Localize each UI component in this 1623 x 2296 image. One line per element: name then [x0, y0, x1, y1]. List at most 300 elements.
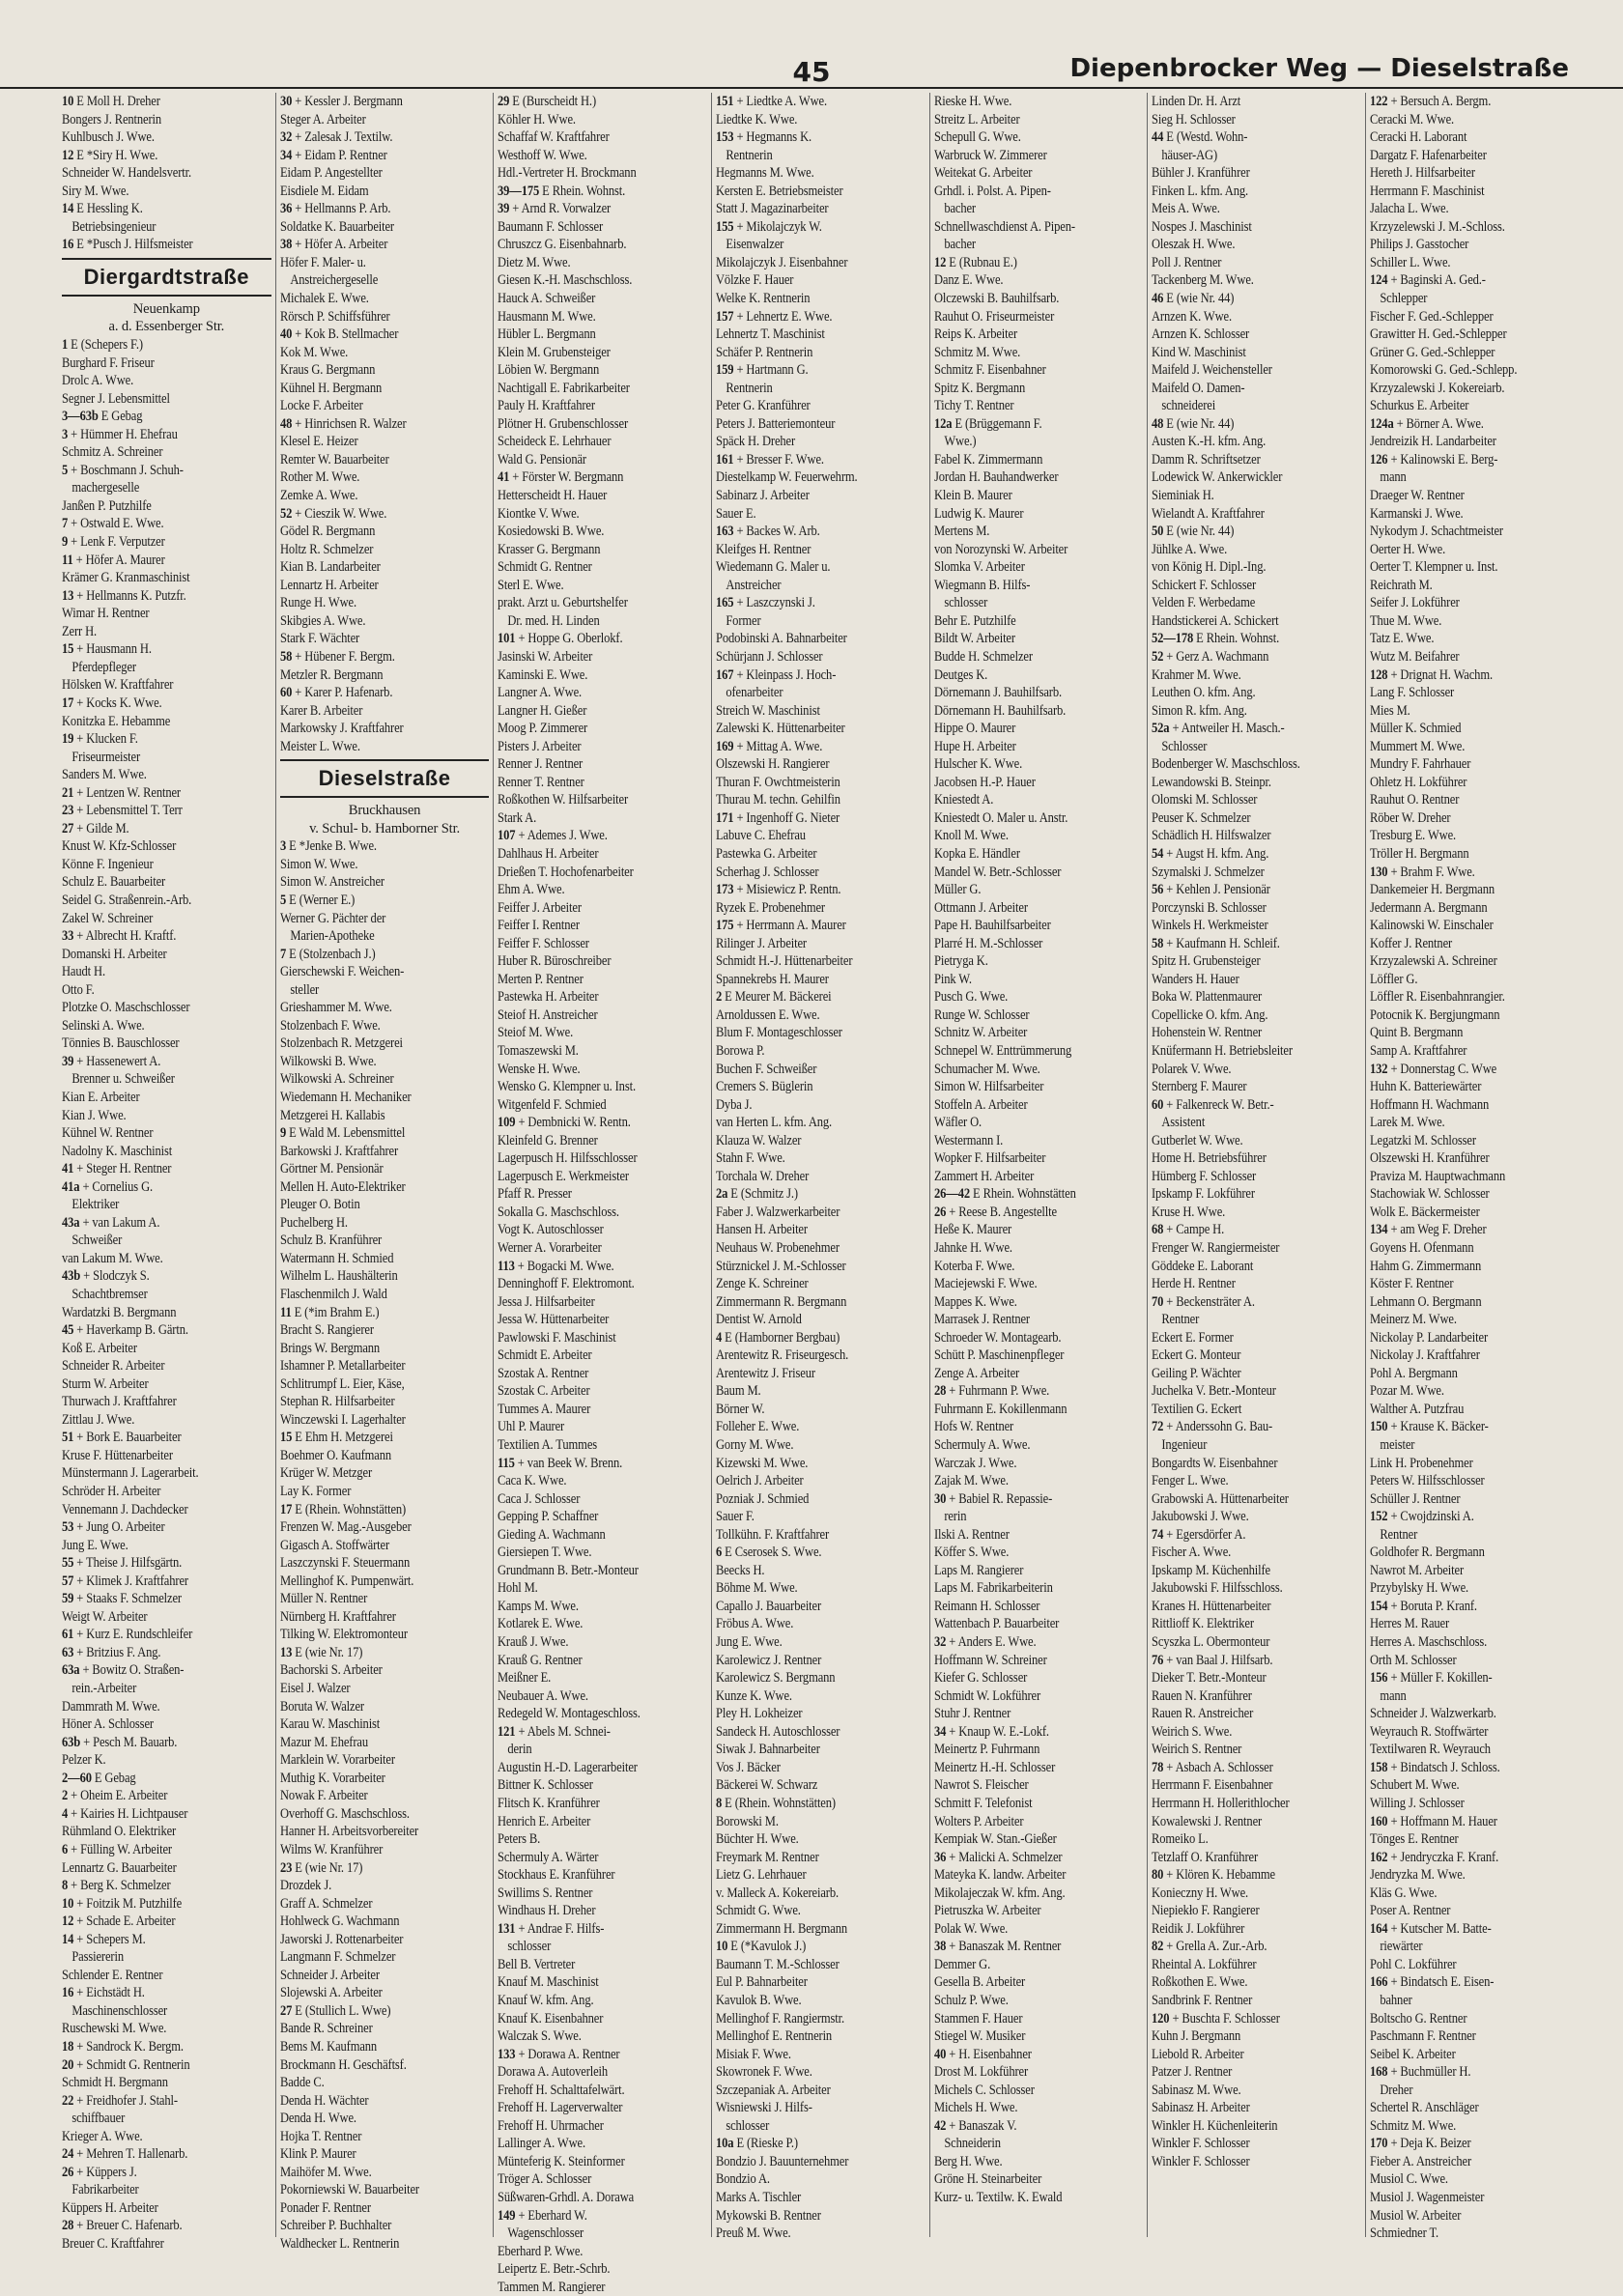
directory-entry: Koffer J. Rentner [1370, 935, 1453, 951]
directory-entry: 15 E Ehm H. Metzgerei [279, 1430, 393, 1446]
directory-entry: 52 + Gerz A. Wachmann [1152, 648, 1269, 665]
directory-entry: Polak W. Wwe. [933, 1920, 1008, 1937]
directory-entry: 11 E (*im Brahm E.) [279, 1304, 380, 1320]
directory-entry: Zakel W. Schreiner [62, 910, 154, 926]
directory-entry: Schreiber P. Buchhalter [279, 2218, 391, 2234]
directory-entry: Schlitrumpf L. Eier, Käse, [279, 1375, 405, 1392]
directory-column [276, 93, 495, 2252]
directory-entry: 52a + Antweiler H. Masch.- [1152, 721, 1286, 737]
directory-entry: 124a + Börner A. Wwe. [1370, 415, 1484, 432]
directory-entry: Küppers H. Arbeiter [62, 2199, 158, 2216]
directory-entry: 164 + Kutscher M. Batte- [1370, 1920, 1492, 1937]
directory-entry: Spitz H. Grubensteiger [1152, 953, 1261, 970]
directory-entry: Wardatzki B. Bergmann [62, 1304, 177, 1320]
directory-entry: Hereth J. Hilfsarbeiter [1370, 165, 1476, 182]
directory-entry: 149 + Eberhard W. [498, 2207, 588, 2224]
directory-entry: Kotlarek E. Wwe. [498, 1616, 584, 1632]
directory-entry: Marrasek J. Rentner [933, 1312, 1030, 1328]
directory-entry: Bell B. Vertreter [498, 1956, 576, 1972]
directory-entry: Steger A. Arbeiter [279, 111, 366, 128]
directory-entry: Giersiepen T. Wwe. [498, 1545, 592, 1561]
directory-entry: Quint B. Bergmann [1370, 1025, 1464, 1041]
directory-entry: 34 + Eidam P. Rentner [279, 147, 387, 163]
directory-entry: 133 + Dorawa A. Rentner [498, 2046, 620, 2062]
directory-entry: 109 + Dembnicki W. Rentn. [498, 1115, 632, 1131]
directory-entry: Tönnies B. Bauschlosser [62, 1035, 180, 1052]
directory-entry: Feiffer F. Schlosser [498, 935, 590, 951]
directory-entry: Zimmermann R. Bergmann [716, 1293, 847, 1310]
directory-entry: Meißner E. [498, 1670, 552, 1687]
directory-entry: Lagerpusch E. Werkmeister [498, 1168, 630, 1184]
directory-entry: Mellinghof K. Pumpenwärt. [279, 1573, 413, 1589]
directory-entry: Bande R. Schreiner [279, 2021, 373, 2037]
directory-entry: Rentner [1380, 1526, 1418, 1543]
directory-entry: Nawrot S. Fleischer [933, 1777, 1029, 1794]
directory-entry: Feiffer I. Rentner [498, 918, 581, 934]
directory-entry: Mikolajeczak W. kfm. Ang. [933, 1885, 1066, 1901]
directory-entry: 7 E (Stolzenbach J.) [279, 946, 376, 962]
directory-entry: Schiller L. Wwe. [1370, 254, 1451, 270]
directory-entry: Zerr H. [62, 623, 98, 639]
directory-entry: Hoffmann H. Wachmann [1370, 1096, 1490, 1113]
directory-entry: Lallinger A. Wwe. [498, 2136, 586, 2152]
directory-entry: Kok M. Wwe. [279, 344, 348, 360]
directory-entry: 7 + Ostwald E. Wwe. [62, 516, 164, 532]
directory-entry: Schmidt E. Arbeiter [498, 1347, 592, 1364]
directory-entry: Mateyka K. landw. Arbeiter [933, 1867, 1067, 1884]
directory-entry: Cremers S. Büglerin [716, 1079, 813, 1095]
directory-entry: Höner A. Schlosser [62, 1716, 154, 1733]
directory-entry: Przybylsky H. Wwe. [1370, 1580, 1469, 1597]
directory-entry: Meinertz H.-H. Schlosser [933, 1759, 1055, 1775]
directory-entry: Dörnemann H. Bauhilfsarb. [933, 702, 1066, 719]
directory-entry: Sieg H. Schlosser [1152, 111, 1237, 128]
directory-entry: 16 E *Pusch J. Hilfsmeister [62, 237, 193, 253]
directory-entry: Szostak A. Rentner [498, 1365, 589, 1381]
directory-entry: Bongardts W. Eisenbahner [1152, 1455, 1278, 1471]
directory-entry: 6 E Cserosek S. Wwe. [716, 1545, 822, 1561]
directory-entry: Velden F. Werbedame [1152, 595, 1256, 611]
directory-entry: Denda H. Wwe. [279, 2111, 356, 2127]
directory-entry: Rentnerin [726, 380, 773, 396]
directory-entry: 132 + Donnerstag C. Wwe [1370, 1061, 1497, 1077]
directory-entry: Tilking W. Elektromonteur [279, 1627, 408, 1643]
directory-entry: Slojewski A. Arbeiter [279, 1985, 383, 2001]
directory-entry: 13 E (wie Nr. 17) [279, 1644, 362, 1660]
directory-entry: 120 + Buschta F. Schlosser [1152, 2010, 1281, 2027]
directory-entry: Tröger A. Schlosser [498, 2171, 592, 2188]
directory-entry: meister [1380, 1437, 1415, 1454]
directory-entry: Stiegel W. Musiker [933, 2028, 1026, 2045]
directory-entry: Moog P. Zimmerer [498, 721, 588, 737]
directory-entry: Denninghoff F. Elektromont. [498, 1276, 636, 1292]
directory-entry: Schickert F. Schlosser [1152, 577, 1257, 593]
directory-entry: Pleuger O. Botin [279, 1197, 360, 1213]
directory-entry: 55 + Theise J. Hilfsgärtn. [62, 1555, 183, 1572]
directory-entry: Holtz R. Schmelzer [279, 541, 374, 557]
directory-entry: Jung E. Wwe. [62, 1537, 128, 1553]
directory-entry: Blum F. Montageschlosser [716, 1025, 842, 1041]
directory-entry: Krauß J. Wwe. [498, 1634, 569, 1651]
directory-entry: Lietz G. Lehrhauer [716, 1867, 807, 1884]
directory-entry: Bühler J. Kranführer [1152, 165, 1251, 182]
directory-entry: Poser A. Rentner [1370, 1903, 1451, 1919]
directory-entry: Bäckerei W. Schwarz [716, 1777, 818, 1794]
directory-entry: prakt. Arzt u. Geburtshelfer [498, 595, 629, 611]
directory-entry: Flitsch K. Kranführer [498, 1795, 601, 1811]
directory-entry: Torchala W. Dreher [716, 1168, 810, 1184]
directory-entry: Sturm W. Arbeiter [62, 1375, 149, 1392]
directory-entry: Ceracki M. Wwe. [1370, 111, 1455, 128]
directory-entry: häuser-AG) [1161, 147, 1218, 163]
directory-entry: 38 + Banaszak M. Rentner [933, 1939, 1061, 1955]
directory-entry: Winkels H. Werkmeister [1152, 918, 1268, 934]
directory-entry: Musiol J. Wagenmeister [1370, 2189, 1485, 2205]
directory-entry: Polarek V. Wwe. [1152, 1061, 1232, 1077]
directory-entry: Schweißer [71, 1233, 123, 1249]
directory-entry: Rörsch P. Schiffsführer [279, 308, 390, 325]
directory-entry: 152 + Cwojdzinski A. [1370, 1509, 1474, 1525]
directory-entry: Krahmer M. Wwe. [1152, 666, 1242, 683]
directory-entry: Haudt H. [62, 964, 105, 980]
directory-entry: Borowa P. [716, 1042, 765, 1059]
directory-entry: Karolewicz S. Bergmann [716, 1670, 836, 1687]
directory-entry: Sandeck H. Autoschlosser [716, 1723, 840, 1740]
directory-entry: Preuß M. Wwe. [716, 2225, 791, 2242]
directory-entry: 76 + van Baal J. Hilfsarb. [1152, 1652, 1273, 1668]
directory-entry: Kalinowski W. Einschaler [1370, 918, 1494, 934]
directory-entry: 41a + Cornelius G. [62, 1178, 154, 1195]
directory-entry: Pusch G. Wwe. [933, 989, 1008, 1006]
directory-entry: Olomski M. Schlosser [1152, 792, 1258, 808]
directory-entry: Neubauer A. Wwe. [498, 1687, 589, 1704]
directory-entry: Schmiedner T. [1370, 2225, 1439, 2242]
directory-entry: Krauß G. Rentner [498, 1652, 583, 1668]
directory-entry: Michels C. Schlosser [933, 2082, 1035, 2098]
directory-entry: Budde H. Schmelzer [933, 648, 1033, 665]
directory-entry: Runge W. Schlosser [933, 1006, 1030, 1023]
directory-entry: 53 + Jung O. Arbeiter [62, 1519, 165, 1536]
directory-entry: Kleinfeld G. Brenner [498, 1132, 599, 1148]
directory-entry: Podobinski A. Bahnarbeiter [716, 631, 847, 647]
directory-entry: Bongers J. Rentnerin [62, 111, 162, 128]
directory-entry: 157 + Lehnertz E. Wwe. [716, 308, 833, 325]
directory-entry: Bodenberger W. Maschschloss. [1152, 756, 1301, 773]
directory-entry: Sternberg F. Maurer [1152, 1079, 1247, 1095]
directory-entry: 28 + Breuer C. Hafenarb. [62, 2218, 183, 2234]
directory-entry: Ponader F. Rentner [279, 2199, 371, 2216]
directory-entry: Textilien G. Eckert [1152, 1401, 1242, 1417]
directory-entry: Hansen H. Arbeiter [716, 1222, 808, 1238]
directory-entry: Pisters J. Arbeiter [498, 738, 582, 754]
directory-entry: 10 + Foitzik M. Putzhilfe [62, 1895, 183, 1912]
directory-entry: Badde C. [279, 2075, 325, 2091]
directory-column [712, 93, 930, 2242]
directory-entry: Kiontke V. Wwe. [498, 505, 580, 522]
directory-entry: Denda H. Wächter [279, 2092, 369, 2109]
directory-entry: Lodewick W. Ankerwickler [1152, 469, 1283, 486]
directory-entry: Selinski A. Wwe. [62, 1017, 145, 1034]
directory-column [1148, 93, 1366, 2237]
directory-entry: Segner J. Lebensmittel [62, 390, 170, 407]
directory-entry: Huhn K. Batteriewärter [1370, 1079, 1482, 1095]
directory-entry: Arnzen K. Schlosser [1152, 326, 1250, 343]
directory-entry: Schneider W. Handelsvertr. [62, 165, 191, 182]
directory-entry: schneiderei [1161, 398, 1216, 414]
directory-entry: 8 + Berg K. Schmelzer [62, 1878, 171, 1894]
directory-entry: Wiedemann G. Maler u. [716, 559, 831, 576]
directory-entry: Schepull G. Wwe. [933, 129, 1021, 146]
directory-entry: Schmidt G. Wwe. [716, 1903, 801, 1919]
directory-entry: 60 + Falkenreck W. Betr.- [1152, 1096, 1274, 1113]
directory-entry: Linden Dr. H. Arzt [1152, 94, 1241, 109]
directory-entry: 113 + Bogacki M. Wwe. [498, 1258, 614, 1274]
directory-entry: Rilinger J. Arbeiter [716, 935, 808, 951]
directory-entry: 23 E (wie Nr. 17) [279, 1859, 362, 1876]
directory-entry: Rentner [1161, 1312, 1200, 1328]
directory-entry: Brenner u. Schweißer [71, 1071, 175, 1088]
directory-entry: Metzler R. Bergmann [279, 666, 384, 683]
directory-entry: Drolc A. Wwe. [62, 373, 134, 389]
directory-entry: 17 E (Rhein. Wohnstätten) [279, 1501, 406, 1517]
directory-entry: Pape H. Bauhilfsarbeiter [933, 918, 1051, 934]
directory-entry: Westhoff W. Wwe. [498, 147, 588, 163]
directory-entry: 30 + Babiel R. Repassie- [933, 1490, 1052, 1507]
directory-entry: Krzyzelewski J. M.-Schloss. [1370, 218, 1505, 235]
directory-entry: Wilms W. Kranführer [279, 1841, 383, 1857]
directory-entry: 68 + Campe H. [1152, 1222, 1225, 1238]
directory-entry: Pokorniewski W. Bauarbeiter [279, 2182, 419, 2198]
directory-entry: Peters W. Hilfsschlosser [1370, 1473, 1485, 1489]
directory-entry: Brings W. Bergmann [279, 1340, 380, 1356]
directory-entry: Pozar M. Wwe. [1370, 1383, 1444, 1400]
directory-entry: Geiling P. Wächter [1152, 1365, 1242, 1381]
directory-entry: Gieding A. Wachmann [498, 1526, 607, 1543]
directory-column [1366, 93, 1584, 2242]
directory-entry: 44 E (Westd. Wohn- [1152, 129, 1248, 146]
directory-entry: Passiererin [71, 1949, 124, 1966]
directory-entry: Vogt K. Autoschlosser [498, 1222, 605, 1238]
directory-entry: Zenge K. Schreiner [716, 1276, 809, 1292]
directory-entry: Faber J. Walzwerkarbeiter [716, 1204, 840, 1220]
directory-entry: 101 + Hoppe G. Oberlokf. [498, 631, 623, 647]
directory-entry: Reimann H. Schlosser [933, 1598, 1040, 1614]
directory-entry: Schneider J. Walzwerkarb. [1370, 1706, 1496, 1722]
directory-entry: 29 E (Burscheidt H.) [498, 94, 597, 109]
directory-entry: Home H. Betriebsführer [1152, 1150, 1267, 1167]
directory-entry: Szczepaniak A. Arbeiter [716, 2082, 831, 2098]
street-heading: Dieselstraße [280, 759, 490, 798]
directory-entry: Redegeld W. Montageschloss. [498, 1706, 641, 1722]
directory-entry: Patzer J. Rentner [1152, 2064, 1233, 2081]
directory-entry: Danz E. Wwe. [933, 272, 1004, 289]
directory-entry: Schmitz A. Schreiner [62, 444, 163, 461]
directory-entry: Karer B. Arbeiter [279, 702, 362, 719]
directory-entry: Rühmland O. Elektriker [62, 1824, 177, 1840]
directory-entry: Hulscher K. Wwe. [933, 756, 1022, 773]
directory-entry: Scyszka L. Obermonteur [1152, 1634, 1270, 1651]
directory-entry: Simon W. Hilfsarbeiter [933, 1079, 1044, 1095]
directory-entry: Krzyzalewski A. Schreiner [1370, 953, 1497, 970]
directory-entry: 115 + van Beek W. Brenn. [498, 1455, 623, 1471]
directory-entry: Goyens H. Ofenmann [1370, 1240, 1474, 1256]
directory-entry: Liebold R. Arbeiter [1152, 2046, 1244, 2062]
directory-entry: 171 + Ingenhoff G. Nieter [716, 809, 840, 826]
directory-entry: Klink P. Maurer [279, 2146, 356, 2163]
directory-entry: Jordan H. Bauhandwerker [933, 469, 1059, 486]
directory-entry: Feiffer J. Arbeiter [498, 899, 583, 916]
directory-entry: Sabinasz H. Arbeiter [1152, 2100, 1251, 2116]
directory-entry: 167 + Kleinpass J. Hoch- [716, 666, 837, 683]
directory-entry: Draeger W. Rentner [1370, 488, 1465, 504]
directory-entry: 173 + Misiewicz P. Rentn. [716, 882, 841, 898]
directory-entry: Gödel R. Bergmann [279, 524, 376, 540]
directory-entry: Flaschenmilch J. Wald [279, 1287, 387, 1302]
directory-entry: Sokalla G. Maschschloss. [498, 1204, 620, 1220]
directory-entry: Welke K. Rentnerin [716, 291, 811, 307]
directory-entry: Schulz E. Bauarbeiter [62, 874, 166, 891]
directory-entry: Kunze K. Wwe. [716, 1687, 793, 1704]
directory-entry: Watermann H. Schmied [279, 1250, 394, 1266]
directory-entry: Herrmann H. Hollerithlocher [1152, 1795, 1290, 1811]
directory-entry: Schumacher M. Wwe. [933, 1061, 1040, 1077]
directory-entry: Köffer S. Wwe. [933, 1545, 1009, 1561]
directory-entry: rein.-Arbeiter [71, 1681, 137, 1697]
directory-entry: Jahnke H. Wwe. [933, 1240, 1012, 1256]
directory-entry: Stoffeln A. Arbeiter [933, 1096, 1028, 1113]
directory-entry: Roßkothen W. Hilfsarbeiter [498, 792, 629, 808]
running-head: Diepenbrocker Weg — Dieselstraße [1069, 54, 1569, 83]
directory-entry: Mandel W. Betr.-Schlosser [933, 864, 1062, 880]
directory-entry: Schäfer P. Rentnerin [716, 344, 813, 360]
directory-entry: Tresburg E. Wwe. [1370, 828, 1457, 844]
directory-entry: 26—42 E Rhein. Wohnstätten [933, 1186, 1076, 1203]
directory-entry: Pfaff R. Presser [498, 1186, 573, 1203]
directory-entry: Winkler F. Schlosser [1152, 2153, 1250, 2169]
directory-entry: Mellinghof F. Rangiermstr. [716, 2010, 845, 2027]
directory-entry: Burghard F. Friseur [62, 354, 155, 371]
directory-entry: 58 + Kaufmann H. Schleif. [1152, 935, 1281, 951]
directory-entry: Thurwach J. Kraftfahrer [62, 1394, 177, 1410]
directory-entry: Boka W. Plattenmaurer [1152, 989, 1263, 1006]
directory-entry: Markowsky J. Kraftfahrer [279, 721, 404, 737]
directory-entry: 134 + am Weg F. Dreher [1370, 1222, 1487, 1238]
directory-entry: Krzyzalewski J. Kokereiarb. [1370, 380, 1505, 396]
directory-entry: rerin [944, 1509, 967, 1525]
directory-entry: Chruszcz G. Eisenbahnarb. [498, 237, 627, 253]
directory-entry: Giesen K.-H. Maschschloss. [498, 272, 633, 289]
directory-entry: 58 + Hübener F. Bergm. [279, 648, 395, 665]
directory-entry: Schnellwaschdienst A. Pipen- [933, 218, 1075, 235]
directory-entry: Kleifges H. Rentner [716, 541, 812, 557]
directory-entry: 2 E Meurer M. Bäckerei [716, 989, 832, 1006]
directory-entry: Nickolay P. Landarbeiter [1370, 1329, 1489, 1346]
directory-entry: Frehoff H. Uhrmacher [498, 2117, 605, 2134]
directory-entry: Tammen M. Rangierer [498, 2279, 606, 2295]
directory-entry: Finken L. kfm. Ang. [1152, 183, 1249, 199]
directory-entry: Nawrot M. Arbeiter [1370, 1562, 1465, 1578]
directory-entry: 12 E *Siry H. Wwe. [62, 147, 158, 163]
directory-entry: 32 + Anders E. Wwe. [933, 1634, 1037, 1651]
directory-entry: Friseurmeister [71, 749, 141, 765]
directory-entry: Bachorski S. Arbeiter [279, 1662, 383, 1679]
directory-entry: Jacobsen H.-P. Hauer [933, 774, 1036, 790]
directory-entry: Zalewski K. Hüttenarbeiter [716, 721, 845, 737]
directory-entry: Langmann F. Schmelzer [279, 1949, 396, 1966]
directory-entry: 36 + Hellmanns P. Arb. [279, 201, 391, 217]
directory-entry: Krasser G. Bergmann [498, 541, 601, 557]
directory-entry: 124 + Baginski A. Ged.- [1370, 272, 1486, 289]
directory-entry: Simon W. Anstreicher [279, 874, 384, 891]
directory-entry: 78 + Asbach A. Schlosser [1152, 1759, 1274, 1775]
directory-entry: 165 + Laszczynski J. [716, 595, 815, 611]
directory-entry: Nickolay J. Kraftfahrer [1370, 1347, 1480, 1364]
directory-entry: Herde H. Rentner [1152, 1276, 1237, 1292]
directory-entry: Wopker F. Hilfsarbeiter [933, 1150, 1046, 1167]
directory-entry: Knüfermann H. Betriebsleiter [1152, 1042, 1294, 1059]
directory-entry: Rauen R. Anstreicher [1152, 1706, 1254, 1722]
directory-entry: Rieske H. Wwe. [933, 94, 1011, 109]
directory-entry: Hoffmann W. Schreiner [933, 1652, 1047, 1668]
directory-entry: Tatz E. Wwe. [1370, 631, 1435, 647]
directory-entry: Ishamner P. Metallarbeiter [279, 1358, 406, 1375]
directory-entry: Damm R. Schriftsetzer [1152, 451, 1262, 468]
directory-entry: 160 + Hoffmann M. Hauer [1370, 1813, 1497, 1829]
directory-entry: Mummert M. Wwe. [1370, 738, 1466, 754]
directory-entry: Skibgies A. Wwe. [279, 612, 366, 629]
directory-entry: 45 + Haverkamp B. Gärtn. [62, 1322, 188, 1339]
directory-entry: 10 E Moll H. Dreher [62, 94, 160, 109]
directory-entry: Dietz M. Wwe. [498, 254, 571, 270]
directory-entry: Arnoldussen E. Wwe. [716, 1006, 820, 1023]
directory-entry: Peuser K. Schmelzer [1152, 809, 1251, 826]
directory-entry: Deutges K. [933, 666, 987, 683]
directory-entry: Jalacha L. Wwe. [1370, 201, 1449, 217]
directory-entry: Streich W. Maschinist [716, 702, 820, 719]
directory-entry: Knauf K. Eisenbahner [498, 2010, 604, 2027]
locality-line: Bruckhausen [348, 803, 421, 819]
directory-entry: Schubert M. Wwe. [1370, 1777, 1460, 1794]
directory-entry: Zemke A. Wwe. [279, 488, 358, 504]
directory-entry: Spannekrebs H. Maurer [716, 971, 829, 987]
directory-entry: Stachowiak W. Schlosser [1370, 1186, 1490, 1203]
directory-entry: Laps M. Fabrikarbeiterin [933, 1580, 1053, 1597]
directory-entry: Rauhut O. Friseurmeister [933, 308, 1054, 325]
directory-entry: schlosser [944, 595, 987, 611]
directory-entry: 161 + Bresser F. Wwe. [716, 451, 824, 468]
directory-entry: Ohletz H. Lokführer [1370, 774, 1467, 790]
directory-entry: 24 + Mehren T. Hallenarb. [62, 2146, 188, 2163]
directory-entry: Vennemann J. Dachdecker [62, 1501, 188, 1517]
directory-entry: 5 E (Werner E.) [279, 892, 355, 908]
directory-entry: 36 + Malicki A. Schmelzer [933, 1849, 1063, 1865]
directory-entry: Weigt W. Arbeiter [62, 1608, 148, 1625]
directory-entry: Konitzka E. Hebamme [62, 713, 171, 729]
directory-entry: Peters J. Batteriemonteur [716, 415, 836, 432]
directory-entry: Samp A. Kraftfahrer [1370, 1042, 1467, 1059]
directory-entry: Boltscho G. Rentner [1370, 2010, 1467, 2027]
directory-entry: Späck H. Dreher [716, 434, 796, 450]
directory-entry: Schröder H. Arbeiter [62, 1484, 161, 1500]
directory-entry: von Norozynski W. Arbeiter [933, 541, 1068, 557]
directory-entry: Handstickerei A. Schickert [1152, 612, 1279, 629]
directory-entry: Lewandowski B. Steinpr. [1152, 774, 1272, 790]
directory-entry: Spitz K. Bergmann [933, 380, 1025, 396]
directory-entry: Pley H. Lokheizer [716, 1706, 803, 1722]
directory-entry: Kopka E. Händler [933, 845, 1020, 862]
directory-entry: Müller N. Rentner [279, 1591, 367, 1607]
directory-entry: Drost M. Lokführer [933, 2064, 1028, 2081]
